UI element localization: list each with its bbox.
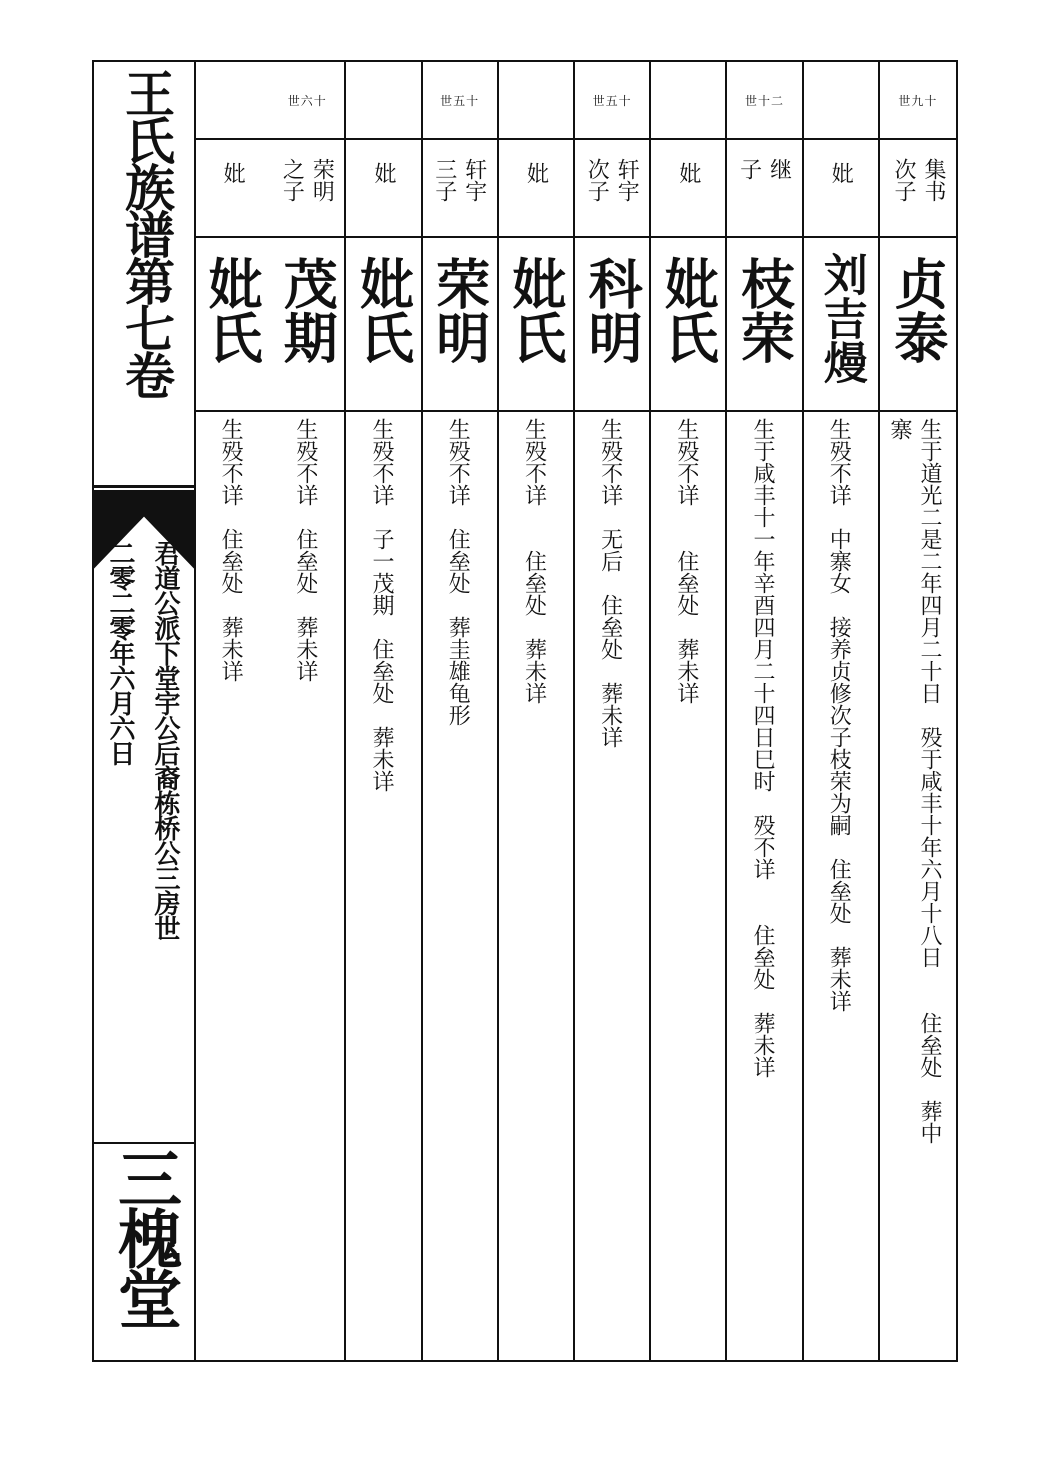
person-description: 生殁不详 住垒处 葬未详 (521, 418, 547, 704)
person-name: 枝荣 (732, 256, 797, 364)
spine-divider (94, 1142, 194, 1144)
person-column (880, 62, 956, 1360)
person-description: 生于咸丰十一年辛酉四月二十四日巳时 殁不详 住垒处 葬未详 (750, 418, 776, 1078)
person-description-cell (194, 412, 270, 1360)
person-column (727, 62, 803, 1360)
relation-cell (575, 140, 649, 238)
generation-label: 世五十 (575, 62, 649, 140)
relation-text: 轩宇 次子 (584, 158, 640, 202)
person-name-cell (423, 238, 497, 412)
generation-label (194, 62, 270, 140)
person-column (651, 62, 727, 1360)
person-description-cell (804, 412, 878, 1360)
relation-text: 继 子 (736, 158, 792, 180)
relation-cell (194, 140, 270, 238)
hall-name: 三槐堂 (107, 1146, 182, 1326)
person-description: 生于道光二是二年四月二十日 殁于咸丰十年六月十八日 住垒处 葬中 寨 (886, 418, 942, 1144)
person-description-cell (651, 412, 725, 1360)
person-name: 贞泰 (885, 256, 950, 364)
person-name: 妣氏 (503, 256, 568, 364)
person-column (423, 62, 499, 1360)
person-description-cell (727, 412, 801, 1360)
person-column (499, 62, 575, 1360)
branch-line: 君道公派下堂宇公后裔栋桥公三房世 (150, 540, 180, 940)
person-description-cell (270, 412, 344, 1360)
generation-label: 世五十 (423, 62, 497, 140)
person-name: 妣氏 (351, 256, 416, 364)
person-column (194, 62, 270, 1360)
relation-cell (651, 140, 725, 238)
person-column (270, 62, 346, 1360)
compile-date: 二零二零年六月六日 (105, 540, 135, 765)
relation-text: 妣 (371, 162, 397, 184)
person-description: 生殁不详 中寨女 接养贞修次子枝荣为嗣 住垒处 葬未详 (826, 418, 852, 1012)
relation-text: 妣 (523, 162, 549, 184)
book-spine (94, 62, 196, 1360)
person-description: 生殁不详 无后 住垒处 葬未详 (597, 418, 623, 748)
person-description: 生殁不详 住垒处 葬未详 (292, 418, 318, 682)
person-name-cell (194, 238, 270, 412)
person-name-cell (270, 238, 344, 412)
genealogy-page-frame (92, 60, 958, 1362)
person-name-cell (575, 238, 649, 412)
person-name-cell (651, 238, 725, 412)
generation-label: 世九十 (880, 62, 956, 140)
person-column (575, 62, 651, 1360)
person-column (346, 62, 422, 1360)
person-name-cell (346, 238, 420, 412)
relation-text: 集书 次子 (890, 158, 946, 202)
person-description-cell (346, 412, 420, 1360)
person-description-cell (880, 412, 956, 1360)
person-name-cell (727, 238, 801, 412)
relation-cell (804, 140, 878, 238)
generation-label (499, 62, 573, 140)
book-title: 王氏族谱第七卷 (117, 68, 176, 397)
person-name-cell (499, 238, 573, 412)
person-name: 妣氏 (656, 256, 721, 364)
relation-cell (499, 140, 573, 238)
person-name: 妣氏 (200, 256, 265, 364)
person-description: 生殁不详 住垒处 葬未详 (673, 418, 699, 704)
relation-cell (727, 140, 801, 238)
relation-text: 轩宇 三子 (431, 158, 487, 202)
relation-text: 荣明 之子 (279, 158, 335, 202)
person-description: 生殁不详 住垒处 葬圭雄龟形 (445, 418, 471, 726)
person-name: 科明 (580, 256, 645, 364)
person-name: 荣明 (427, 256, 492, 364)
spine-divider (94, 485, 194, 488)
person-name-cell (804, 238, 878, 412)
generation-label: 世十二 (727, 62, 801, 140)
person-description: 生殁不详 子一茂期 住垒处 葬未详 (369, 418, 395, 792)
relation-cell (423, 140, 497, 238)
relation-cell (346, 140, 420, 238)
relation-text: 妣 (220, 162, 246, 184)
person-description: 生殁不详 住垒处 葬未详 (218, 418, 244, 682)
person-description-cell (423, 412, 497, 1360)
generation-label (346, 62, 420, 140)
person-name: 茂期 (275, 256, 340, 364)
genealogy-grid (194, 62, 956, 1360)
generation-label: 世六十 (270, 62, 344, 140)
relation-text: 妣 (828, 162, 854, 184)
generation-label (804, 62, 878, 140)
person-name: 刘吉熳 (815, 252, 867, 384)
relation-cell (270, 140, 344, 238)
relation-text: 妣 (675, 162, 701, 184)
generation-label (651, 62, 725, 140)
person-description-cell (499, 412, 573, 1360)
person-description-cell (575, 412, 649, 1360)
relation-cell (880, 140, 956, 238)
person-name-cell (880, 238, 956, 412)
person-column (804, 62, 880, 1360)
